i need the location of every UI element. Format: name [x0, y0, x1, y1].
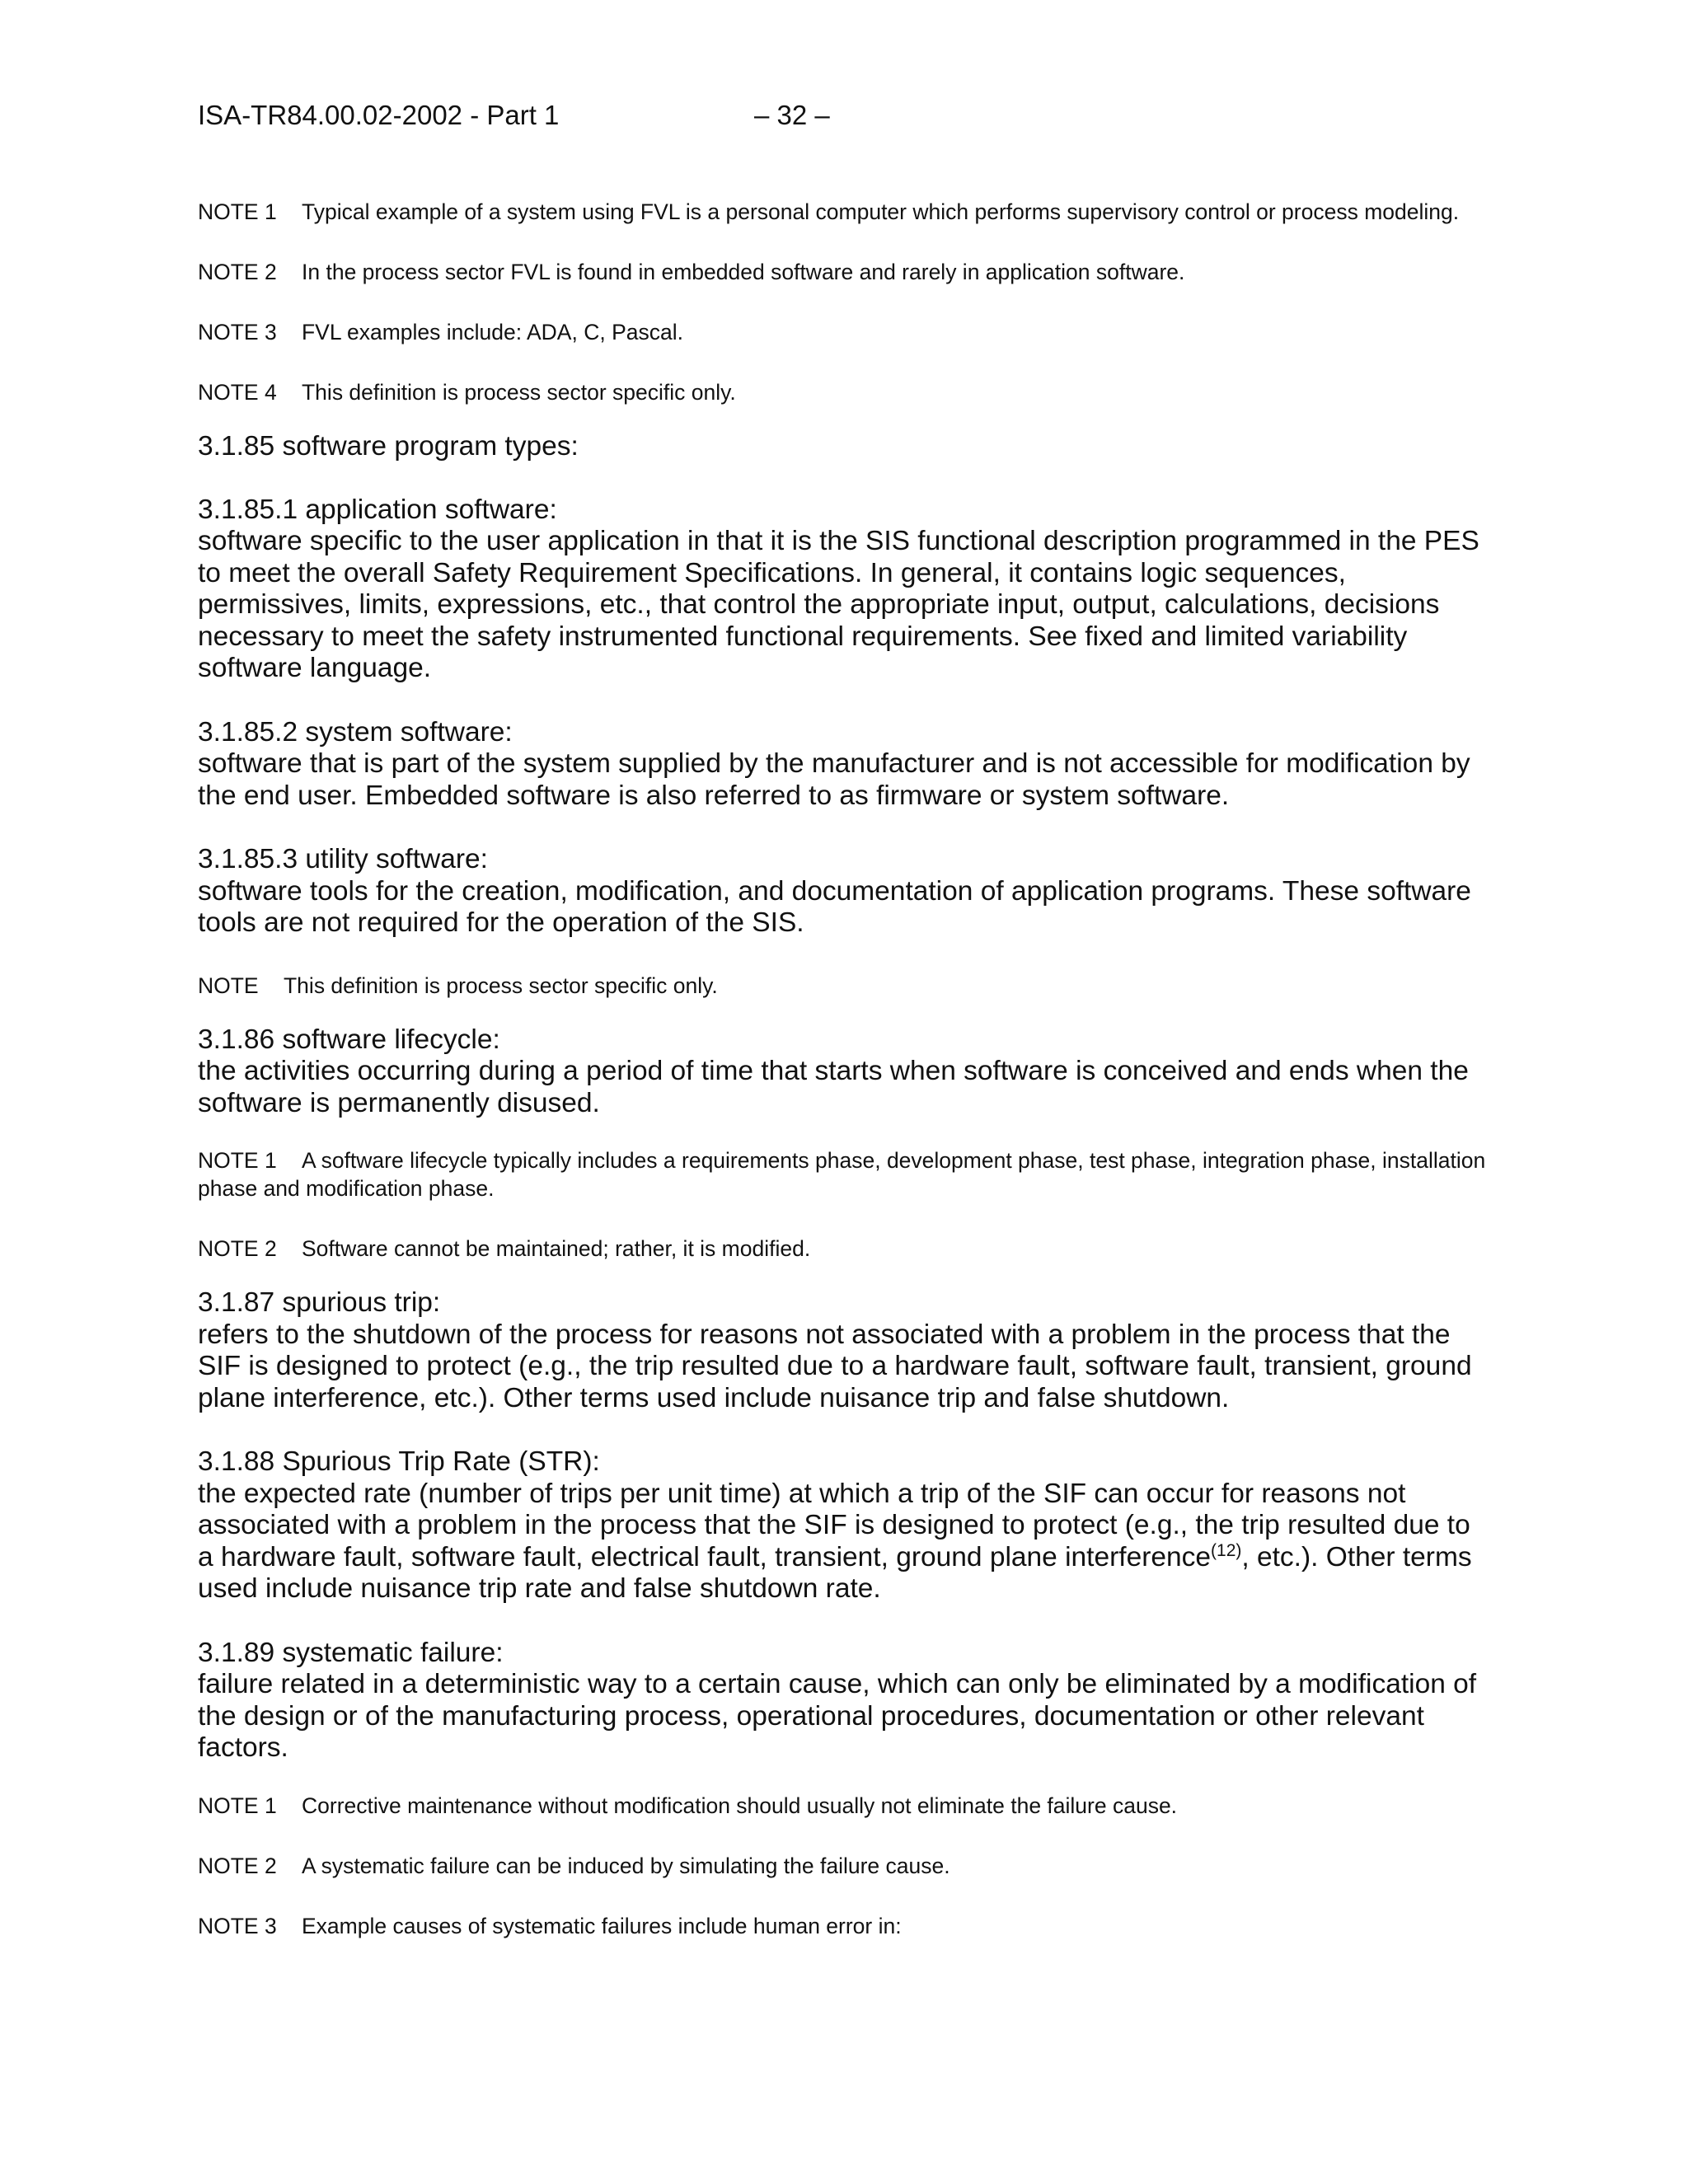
section-heading-3-1-88: 3.1.88 Spurious Trip Rate (STR):: [198, 1446, 600, 1477]
note-label: NOTE 1: [198, 199, 277, 224]
note-label: NOTE 1: [198, 1148, 277, 1173]
note-text: This definition is process sector specific only.: [302, 380, 736, 405]
note-text: Typical example of a system using FVL is a personal computer which performs supervisory control or process modeling.: [302, 199, 1460, 224]
note-text: This definition is process sector specific only.: [284, 972, 718, 998]
note-text: A software lifecycle typically includes a requirements phase, development phase, test phase, integration phase, installation phase and modification phase.: [198, 1148, 1486, 1201]
note-text: Software cannot be maintained; rather, it is modified.: [302, 1236, 811, 1261]
note-label: NOTE 4: [198, 380, 277, 405]
note-label: NOTE 2: [198, 1236, 277, 1261]
section-heading-3-1-89: 3.1.89 systematic failure:: [198, 1637, 504, 1668]
note: [198, 972, 1492, 1000]
definition-software-lifecycle: the activities occurring during a period of time that starts when software is conceived and ends when the software is permanently disused.: [198, 1056, 1469, 1118]
note-label: NOTE: [198, 972, 259, 998]
definition-spurious-trip: refers to the shutdown of the process for reasons not associated with a problem in the process that the SIF is designed to protect (e.g., the trip resulted due to a hardware fault, software fault, transient, ground plane interference, etc.). Other terms used include nuisance trip and false shutdown.: [198, 1319, 1472, 1413]
note: [198, 198, 1492, 226]
note-label: NOTE 3: [198, 1913, 277, 1938]
section-heading-3-1-87: 3.1.87 spurious trip:: [198, 1287, 441, 1318]
note: [198, 1235, 1492, 1263]
note-text: Example causes of systematic failures include human error in:: [302, 1913, 902, 1938]
note-text: FVL examples include: ADA, C, Pascal.: [302, 320, 683, 344]
page-body: [198, 198, 1492, 1972]
definition-spurious-trip-rate: [198, 1479, 1492, 1605]
note-label: NOTE 2: [198, 1853, 277, 1878]
definition-text: the expected rate (number of trips per unit time) at which a trip of the SIF can occur for reasons not associated with a problem in the process that the SIF is designed to protect (e.g., the trip resulted due to a hardware fault, software fault, electrical fault, transient, ground plane interference: [198, 1478, 1470, 1572]
note-label: NOTE 3: [198, 320, 277, 344]
definition-text: , etc.). Other terms used include nuisance trip rate and false shutdown rate.: [198, 1541, 1472, 1604]
definition-utility-software: software tools for the creation, modification, and documentation of application programs. These software tools are not required for the operation of the SIS.: [198, 875, 1471, 938]
note: [198, 318, 1492, 346]
page-header: [198, 99, 830, 132]
section-heading-3-1-85-1: 3.1.85.1 application software:: [198, 494, 557, 525]
section-heading-3-1-85-2: 3.1.85.2 system software:: [198, 716, 513, 748]
note: [198, 258, 1492, 286]
note: [198, 378, 1492, 406]
note-label: NOTE 2: [198, 260, 277, 284]
page-number: – 32 –: [754, 100, 830, 130]
note: [198, 1912, 1492, 1940]
section-heading-3-1-85-3: 3.1.85.3 utility software:: [198, 844, 488, 874]
definition-system-software: software that is part of the system supplied by the manufacturer and is not accessible for modification by the end user. Embedded software is also referred to as firmware or system software.: [198, 748, 1470, 811]
note-label: NOTE 1: [198, 1793, 277, 1818]
section-heading-3-1-86: 3.1.86 software lifecycle:: [198, 1024, 500, 1055]
note-text: A systematic failure can be induced by simulating the failure cause.: [302, 1853, 950, 1878]
definition-application-software: software specific to the user application in that it is the SIS functional description programmed in the PES to meet the overall Safety Requirement Specifications. In general, it contains logic sequences, permissives, limits, expressions, etc., that control the appropriate input, output, calculations, decisions necessary to meet the safety instrumented functional requirements. See fixed and limited variability software language.: [198, 526, 1479, 683]
note: [198, 1146, 1492, 1202]
footnote-reference: (12): [1211, 1540, 1242, 1560]
document-id: ISA-TR84.00.02-2002 - Part 1: [198, 100, 560, 130]
note-text: In the process sector FVL is found in embedded software and rarely in application software.: [302, 260, 1185, 284]
note-text: Corrective maintenance without modification should usually not eliminate the failure cause.: [302, 1793, 1178, 1818]
note: [198, 1852, 1492, 1880]
note: [198, 1792, 1492, 1820]
definition-systematic-failure: failure related in a deterministic way to a certain cause, which can only be eliminated by a modification of the design or of the manufacturing process, operational procedures, documentation or other relevant factors.: [198, 1669, 1477, 1763]
section-heading-3-1-85: 3.1.85 software program types:: [198, 431, 579, 462]
